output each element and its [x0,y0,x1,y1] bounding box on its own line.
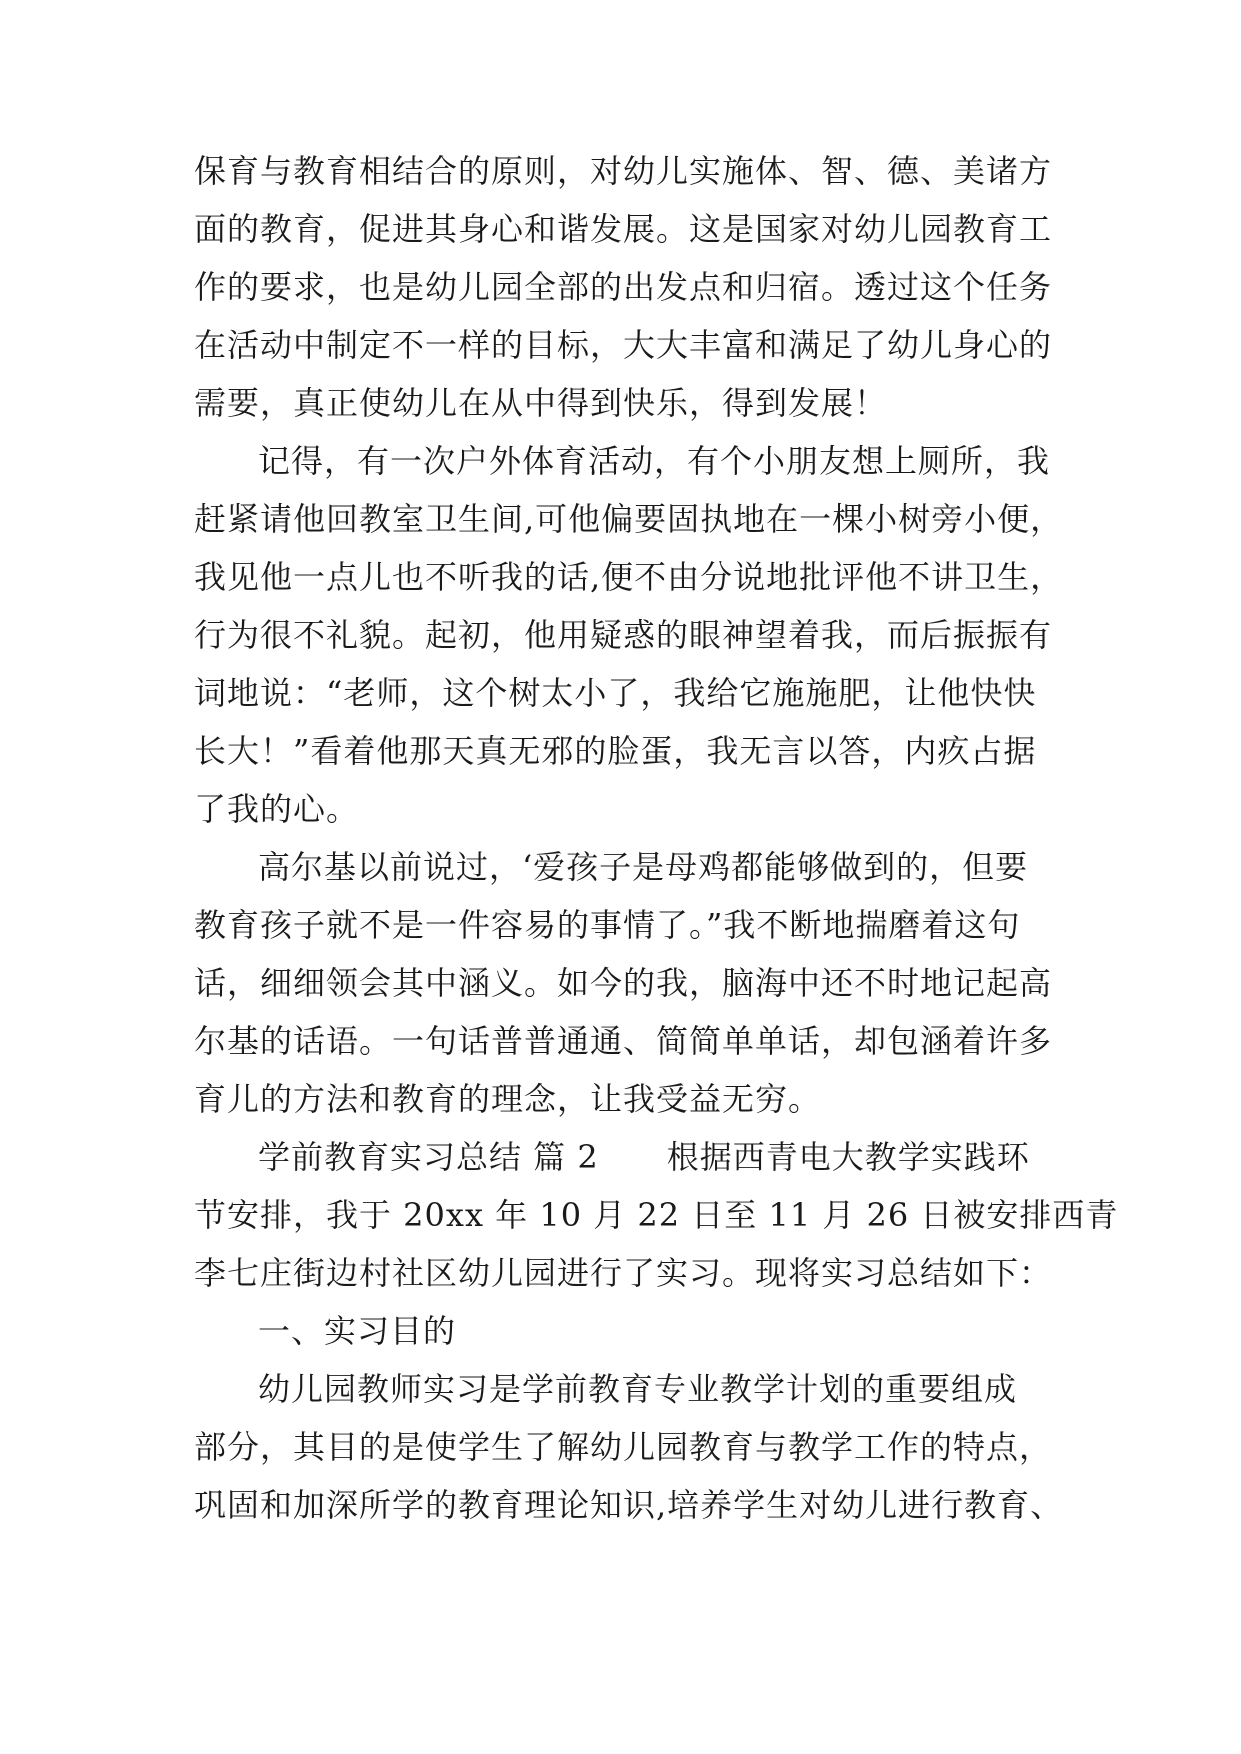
text-line: 词地说：“老师，这个树太小了，我给它施施肥，让他快快 [194,674,1037,712]
subheading: 一、实习目的 [258,1312,457,1350]
text-line: 部分，其目的是使学生了解幼儿园教育与教学工作的特点， [194,1428,1053,1466]
text-line: 巩固和加深所学的教育理论知识,培养学生对幼儿进行教育、 [194,1486,1064,1524]
text-line: 尔基的话语。一句话普普通通、简简单单话，却包涵着许多 [194,1022,1053,1060]
text-line: 节安排，我于 20xx 年 10 月 22 日至 11 月 26 日被安排西青 [194,1196,1119,1234]
section-heading-line [194,1128,1064,1186]
text-line: 育儿的方法和教育的理念，让我受益无穷。 [194,1080,822,1118]
document-body [194,142,1119,1534]
text-line: 行为很不礼貌。起初，他用疑惑的眼神望着我，而后振振有 [194,616,1053,654]
text-line: 需要，真正使幼儿在从中得到快乐，得到发展！ [194,384,888,422]
text-line: 教育孩子就不是一件容易的事情了。”我不断地揣磨着这句 [194,906,1021,944]
text-line: 李七庄街边村社区幼儿园进行了实习。现将实习总结如下： [194,1254,1053,1292]
section-heading: 学前教育实习总结 篇 2 [258,1138,599,1176]
text-line: 了我的心。 [194,790,360,828]
text-line: 在活动中制定不一样的目标，大大丰富和满足了幼儿身心的 [194,326,1053,364]
text-line: 长大！”看着他那天真无邪的脸蛋，我无言以答，内疚占据 [194,732,1037,770]
text-line: 我见他一点儿也不听我的话,便不由分说地批评他不讲卫生， [194,558,1064,596]
paragraph-first-line: 幼儿园教师实习是学前教育专业教学计划的重要组成 [258,1370,1018,1408]
heading-line-text: 根据西青电大教学实践环 [666,1138,1030,1176]
text-line: 赶紧请他回教室卫生间,可他偏要固执地在一棵小树旁小便， [194,500,1064,538]
text-line: 面的教育，促进其身心和谐发展。这是国家对幼儿园教育工 [194,210,1053,248]
text-line: 作的要求，也是幼儿园全部的出发点和归宿。透过这个任务 [194,268,1053,306]
paragraph-first-line: 记得，有一次户外体育活动，有个小朋友想上厕所，我 [258,442,1051,480]
text-line: 话，细细领会其中涵义。如今的我，脑海中还不时地记起高 [194,964,1053,1002]
paragraph-first-line: 高尔基以前说过，‘爱孩子是母鸡都能够做到的，但要 [258,848,1029,886]
text-line: 保育与教育相结合的原则，对幼儿实施体、智、德、美诸方 [194,152,1053,190]
